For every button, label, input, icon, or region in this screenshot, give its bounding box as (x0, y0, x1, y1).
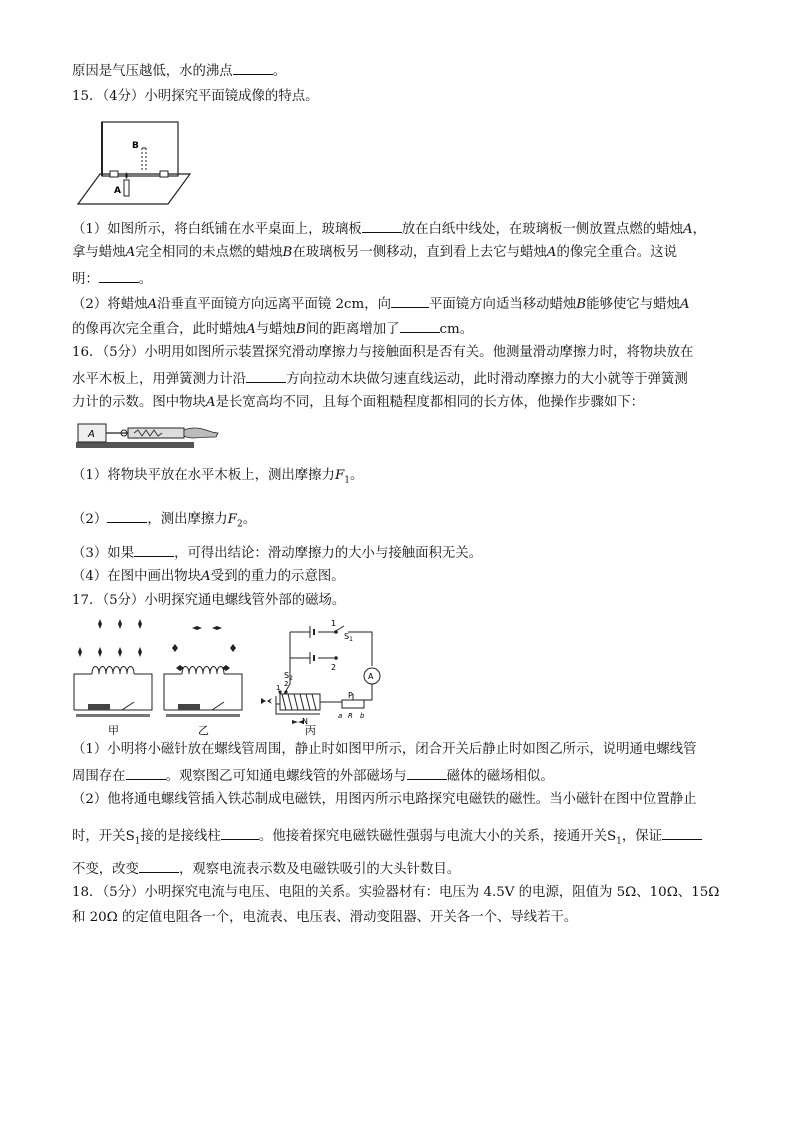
label-2: 2 (331, 663, 337, 672)
text: 。 (242, 512, 257, 527)
text: 平面镜方向适当移动蜡烛 (429, 297, 577, 312)
text: S (125, 829, 135, 844)
answer-blank[interactable] (126, 765, 166, 780)
text: 。他接着探究电磁铁磁性强弱与电流大小的关系，接通开关 (258, 829, 607, 844)
label-p: P (348, 691, 353, 700)
text: 与蜡烛 (255, 322, 296, 337)
text: ，测出摩擦力 (147, 512, 228, 527)
plate-clip-left (110, 171, 118, 177)
text: （1）如图所示，将白纸铺在水平桌面上，玻璃板 (72, 222, 362, 237)
text: 的像再次完全重合，此时蜡烛 (72, 322, 247, 337)
q16-step1 (72, 466, 363, 491)
text: 能够使它与蜡烛 (586, 297, 680, 312)
text: （4）在图中画出物块 (72, 569, 202, 584)
label-2b: 2 (284, 680, 289, 688)
label-1b: 1 (276, 684, 281, 692)
text: 原因是气压越低，水的沸点 (72, 64, 233, 79)
question-16-line3 (72, 393, 644, 413)
q17-part2-line1: （2）他将通电螺线管插入铁芯制成电磁铁，用图丙所示电路探究电磁铁的磁性。当小磁针在图中位置静止 (72, 792, 697, 807)
figure-label-yi: 乙 (198, 724, 209, 736)
answer-blank[interactable] (233, 60, 273, 75)
text: A (205, 395, 216, 410)
text: 受到的重力的示意图。 (210, 569, 345, 584)
q17-part1-line1: （1）小明将小磁针放在螺线管周围，静止时如图甲所示，闭合开关后静止时如图乙所示，说明通电螺线管 (72, 742, 697, 757)
hand (184, 428, 218, 438)
question-16-line2 (72, 368, 688, 390)
candle-flame (125, 172, 128, 179)
q17-part2-line2 (72, 825, 702, 852)
answer-blank[interactable] (246, 368, 286, 383)
answer-blank[interactable] (139, 858, 179, 873)
text: （3）如果 (72, 546, 135, 561)
answer-blank[interactable] (662, 825, 702, 840)
text: （1）将物块平放在水平木板上，测出摩擦力 (72, 468, 335, 483)
text: 是长宽高均不同，且每个面粗糙程度都相同的长方体，他操作步骤如下： (215, 395, 645, 410)
text: F (227, 512, 237, 527)
text: A (546, 245, 557, 260)
text: 拿与蜡烛 (72, 245, 126, 260)
question-15-heading: 15．（4分）小明探究平面镜成像的特点。 (72, 89, 319, 104)
answer-blank[interactable] (407, 765, 447, 780)
text: 水平木板上，用弹簧测力计沿 (72, 372, 247, 387)
plate-clip-right (160, 171, 168, 177)
text: A (246, 322, 256, 337)
text: 沿垂直平面镜方向远离平面镜 2cm，向 (157, 297, 391, 312)
friction-experiment-figure (74, 420, 220, 450)
text: 的像完全重合。这说 (556, 245, 677, 260)
text: 。观察图乙可知通电螺线管的外部磁场与 (165, 769, 407, 784)
label-b: B (132, 141, 139, 151)
q15-part2-line1 (72, 293, 690, 315)
question-18-line2: 和 20Ω 的定值电阻各一个，电流表、电压表、滑动变阻器、开关各一个、导线若干。 (72, 910, 578, 925)
answer-blank[interactable] (134, 542, 174, 557)
question-17-heading: 17．（5分）小明探究通电螺线管外部的磁场。 (72, 593, 346, 608)
q15-part2-line2 (72, 318, 473, 340)
text: 明： (72, 272, 99, 287)
text-line (72, 60, 286, 82)
text: 在玻璃板另一侧移动，直到看上去它与蜡烛 (292, 245, 547, 260)
question-16-line1: 16．（5分）小明用如图所示装置探究滑动摩擦力与接触面积是否有关。他测量滑动摩擦力时，将物块放在 (72, 345, 694, 360)
q17-part1-line2 (72, 765, 554, 787)
text: A (201, 569, 211, 584)
figure-label-jia: 甲 (108, 724, 119, 736)
label-a-terminal: a (338, 712, 343, 720)
text: ，观察电流表示数及电磁铁吸引的大头针数目。 (178, 862, 461, 877)
text: （2）将蜡烛 (72, 297, 148, 312)
mirror-experiment-figure (74, 118, 194, 208)
text: 时，开关 (72, 829, 126, 844)
text: ，保证 (621, 829, 663, 844)
subscript: 1 (134, 836, 141, 847)
text: 放在白纸中线处，在玻璃板一侧放置点燃的蜡烛 (401, 222, 683, 237)
q15-part1-line2 (72, 243, 677, 263)
ammeter-label: A (368, 672, 374, 681)
text: 接的是接线柱 (140, 829, 221, 844)
answer-blank[interactable] (362, 218, 402, 233)
answer-blank[interactable] (400, 318, 440, 333)
label-a: A (114, 186, 121, 196)
text: A (679, 297, 690, 312)
text: cm。 (439, 322, 474, 337)
text: 力计的示数。图中物块 (72, 395, 206, 410)
subscript: 1 (344, 475, 350, 486)
text: F (334, 468, 345, 483)
question-18-line1: 18．（5分）小明探究电流与电压、电阻的关系。实验器材有：电压为 4.5V 的电源，阻值为 5Ω、10Ω、15Ω (72, 885, 720, 900)
subscript: 1 (616, 836, 622, 847)
label-b-terminal: b (360, 712, 365, 720)
text: 间的距离增加了 (305, 322, 400, 337)
candle-a (124, 180, 129, 196)
text: 磁体的磁场相似。 (446, 769, 554, 784)
text: B (295, 322, 306, 337)
text: 不变，改变 (72, 862, 139, 877)
text: 方向拉动木块做匀速直线运动，此时滑动摩擦力的大小就等于弹簧测 (286, 372, 688, 387)
text: ， (692, 222, 706, 237)
q15-part1-line3 (72, 268, 152, 290)
answer-blank[interactable] (107, 508, 147, 523)
label-n: N (302, 717, 308, 726)
q16-step2 (72, 508, 256, 535)
answer-blank[interactable] (221, 825, 259, 840)
text: B (576, 297, 587, 312)
text: ，可得出结论：滑动摩擦力的大小与接触面积无关。 (174, 546, 483, 561)
glass-plate (102, 122, 178, 176)
figure-bing (261, 626, 380, 724)
text: 。 (138, 272, 153, 287)
q16-step4 (72, 567, 345, 587)
text: A (147, 297, 158, 312)
block-a-label: A (88, 429, 95, 440)
q15-part1-line1 (72, 218, 706, 240)
wooden-board (76, 442, 194, 448)
text: 完全相同的未点燃的蜡烛 (135, 245, 283, 260)
subscript: 2 (236, 519, 243, 530)
figure-jia (74, 619, 152, 717)
answer-blank[interactable] (99, 268, 139, 283)
q17-part2-line3 (72, 858, 460, 880)
label-1: 1 (331, 619, 337, 628)
text: 周围存在 (72, 769, 126, 784)
figure-label-bing: 丙 (305, 724, 316, 736)
text: B (282, 245, 293, 260)
paper-sheet (78, 174, 190, 204)
text: A (682, 222, 693, 237)
text: 。 (349, 468, 364, 483)
text: 。 (272, 64, 287, 79)
figure-yi (164, 626, 242, 717)
text: A (125, 245, 136, 260)
label-s2: $S_2$ (284, 671, 293, 682)
solenoid-figures (72, 618, 382, 736)
label-r: R (348, 712, 353, 720)
q16-step3 (72, 542, 482, 564)
answer-blank[interactable] (391, 293, 429, 308)
label-s1: $S_1$ (344, 632, 353, 643)
text: S (606, 829, 617, 844)
text: （2） (72, 512, 108, 527)
